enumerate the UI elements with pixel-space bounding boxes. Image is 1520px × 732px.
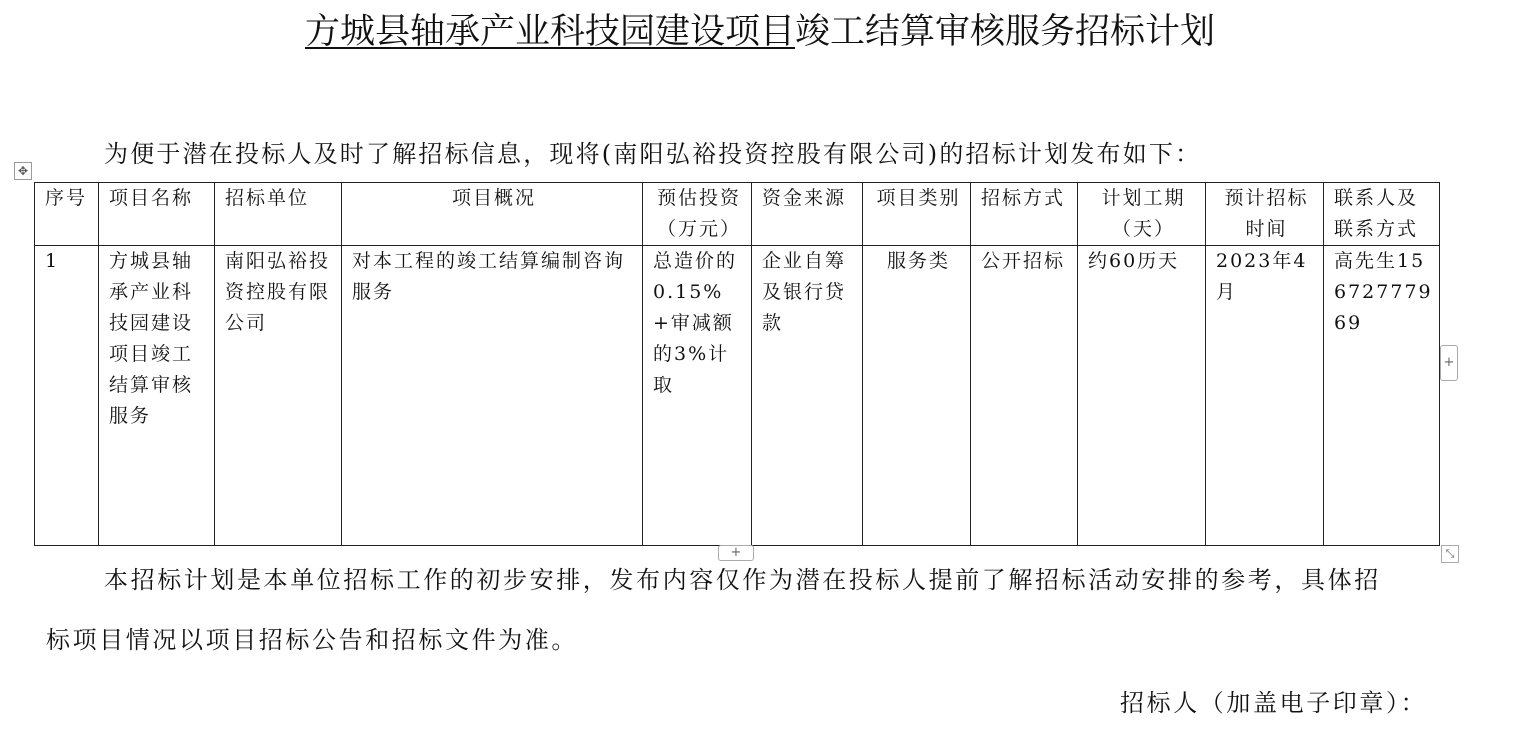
header-project-name: 项目名称 <box>99 183 215 246</box>
cell-project-name: 方城县轴承产业科技园建设项目竣工结算审核服务 <box>99 246 215 546</box>
cell-period: 约60历天 <box>1078 246 1206 546</box>
header-bidding-unit: 招标单位 <box>215 183 342 246</box>
signature-line: 招标人（加盖电子印章）： <box>1120 689 1428 717</box>
cell-time: 2023年4月 <box>1206 246 1324 546</box>
cell-method: 公开招标 <box>971 246 1078 546</box>
add-column-icon[interactable]: + <box>1440 345 1458 381</box>
cell-contact: 高先生15672777969 <box>1324 246 1440 546</box>
header-investment: 预估投资（万元） <box>643 183 752 246</box>
cell-funding: 企业自筹及银行贷款 <box>752 246 863 546</box>
header-method: 招标方式 <box>971 183 1078 246</box>
note-paragraph-line2: 标项目情况以项目招标公告和招标文件为准。 <box>46 626 578 654</box>
cell-category: 服务类 <box>863 246 971 546</box>
cell-bidding-unit: 南阳弘裕投资控股有限公司 <box>215 246 342 546</box>
table-resize-icon[interactable]: ⤡ <box>1441 545 1459 563</box>
cell-investment: 总造价的0.15%+审减额的3%计取 <box>643 246 752 546</box>
bid-plan-table <box>34 182 1440 546</box>
header-period: 计划工期（天） <box>1078 183 1206 246</box>
add-row-icon[interactable]: + <box>718 545 754 561</box>
header-overview: 项目概况 <box>342 183 643 246</box>
table-header-row <box>35 183 1440 246</box>
cell-seq: 1 <box>35 246 99 546</box>
table-row <box>35 246 1440 546</box>
header-funding: 资金来源 <box>752 183 863 246</box>
header-time: 预计招标时间 <box>1206 183 1324 246</box>
header-category: 项目类别 <box>863 183 971 246</box>
table-move-handle-icon[interactable]: ✥ <box>14 162 32 180</box>
header-contact: 联系人及联系方式 <box>1324 183 1440 246</box>
document-title <box>0 4 1520 54</box>
document-title-underlined: 方城县轴承产业科技园建设项目 <box>304 12 795 52</box>
header-seq: 序号 <box>35 183 99 246</box>
cell-overview: 对本工程的竣工结算编制咨询服务 <box>342 246 643 546</box>
intro-paragraph: 为便于潜在投标人及时了解招标信息，现将(南阳弘裕投资控股有限公司)的招标计划发布如下： <box>104 140 1202 168</box>
document-title-rest: 竣工结算审核服务招标计划 <box>795 12 1216 52</box>
note-paragraph-line1: 本招标计划是本单位招标工作的初步安排，发布内容仅作为潜在投标人提前了解招标活动安排的参考，具体招 <box>104 566 1381 594</box>
